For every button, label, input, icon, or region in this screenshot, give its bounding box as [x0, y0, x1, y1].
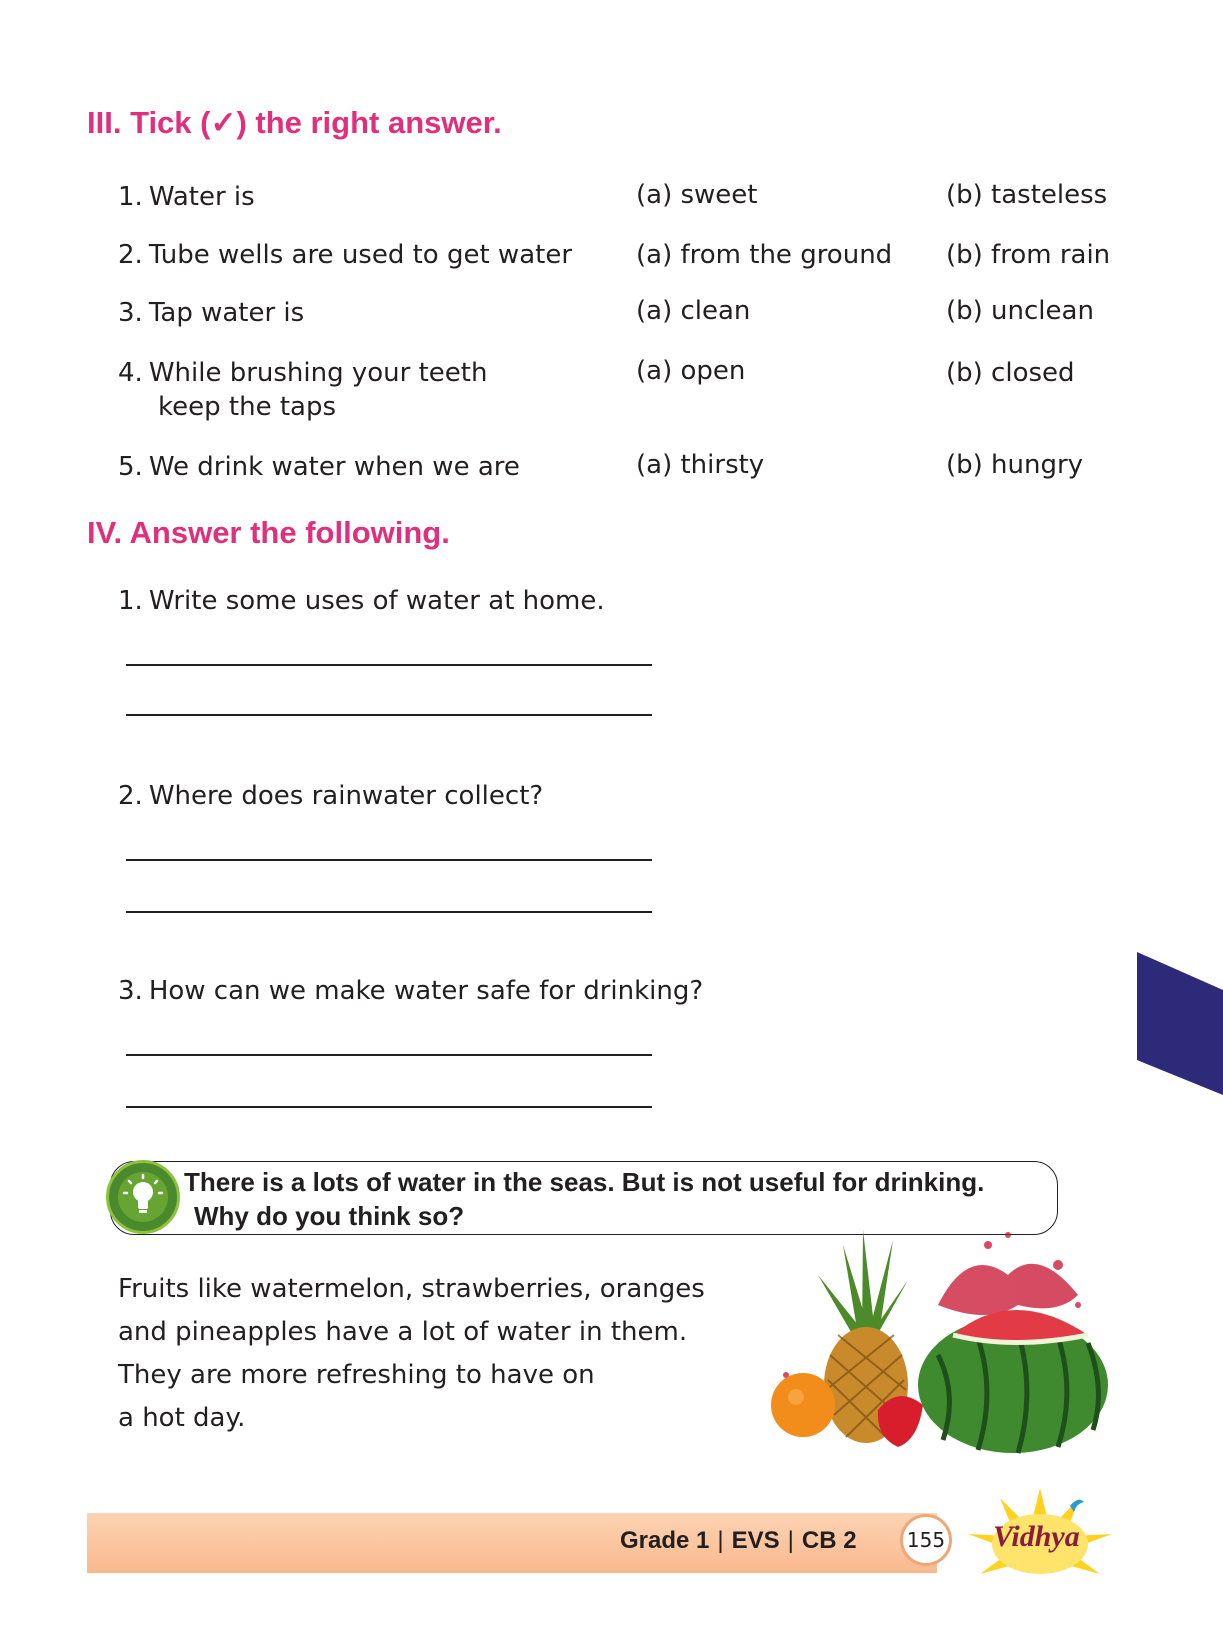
- question-text: Tube wells are used to get water: [148, 240, 573, 270]
- answer-line[interactable]: [126, 1106, 652, 1108]
- answer-line[interactable]: [126, 859, 652, 861]
- think-box-text: [184, 1165, 984, 1233]
- footer-grade: Grade 1: [620, 1527, 710, 1554]
- footer-separator: |: [717, 1527, 724, 1554]
- option-b[interactable]: (b) tasteless: [946, 180, 1108, 210]
- question-number: 2.: [118, 240, 143, 270]
- tick-question-2: [118, 238, 572, 272]
- question-number: 1.: [118, 586, 143, 616]
- question-text: We drink water when we are: [148, 452, 520, 482]
- answer-question-1: [118, 584, 605, 618]
- answer-question-2: [118, 779, 543, 813]
- fruit-paragraph: [118, 1268, 705, 1440]
- answer-line[interactable]: [126, 664, 652, 666]
- section-3-heading: III. Tick (✓) the right answer.: [87, 105, 502, 140]
- footer-book-info: [620, 1527, 857, 1555]
- question-text-continued: keep the taps: [158, 392, 337, 422]
- lightbulb-icon: [106, 1160, 180, 1234]
- paragraph-line: and pineapples have a lot of water in them.: [118, 1317, 688, 1347]
- question-text: Water is: [148, 182, 255, 212]
- question-text: Write some uses of water at home.: [148, 586, 605, 616]
- question-text: How can we make water safe for drinking?: [148, 976, 704, 1006]
- question-number: 3.: [118, 298, 143, 328]
- answer-line[interactable]: [126, 1054, 652, 1056]
- question-number: 3.: [118, 976, 143, 1006]
- question-number: 5.: [118, 452, 143, 482]
- question-text: Tap water is: [148, 298, 305, 328]
- option-b[interactable]: (b) closed: [946, 358, 1075, 388]
- question-number: 2.: [118, 781, 143, 811]
- tick-question-4: [118, 356, 487, 390]
- tick-question-1: [118, 180, 255, 214]
- paragraph-line: They are more refreshing to have on: [118, 1360, 595, 1390]
- answer-question-3: [118, 974, 703, 1008]
- question-number: 4.: [118, 358, 143, 388]
- tick-question-3: [118, 296, 304, 330]
- fruit-image: [758, 1225, 1118, 1455]
- question-number: 1.: [118, 182, 143, 212]
- paragraph-line: Fruits like watermelon, strawberries, oranges: [118, 1274, 705, 1304]
- option-a[interactable]: (a) thirsty: [636, 450, 765, 480]
- footer-separator: |: [787, 1527, 794, 1554]
- answer-line[interactable]: [126, 714, 652, 716]
- page-number: 155: [900, 1514, 952, 1566]
- think-box-line-1: There is a lots of water in the seas. But is not useful for drinking.: [184, 1167, 985, 1197]
- option-a[interactable]: (a) sweet: [636, 180, 758, 210]
- paragraph-line: a hot day.: [118, 1403, 246, 1433]
- section-4-heading: IV. Answer the following.: [87, 515, 450, 550]
- tick-question-5: [118, 450, 520, 484]
- think-box-line-2: Why do you think so?: [194, 1201, 465, 1231]
- vidhya-logo-text: Vidhya: [993, 1520, 1080, 1553]
- option-b[interactable]: (b) hungry: [946, 450, 1084, 480]
- option-b[interactable]: (b) unclean: [946, 296, 1094, 326]
- option-a[interactable]: (a) open: [636, 356, 746, 386]
- footer-subject: EVS: [731, 1527, 780, 1554]
- option-a[interactable]: (a) clean: [636, 296, 751, 326]
- option-a[interactable]: (a) from the ground: [636, 240, 893, 270]
- option-b[interactable]: (b) from rain: [946, 240, 1111, 270]
- question-text: While brushing your teeth: [148, 358, 488, 388]
- answer-line[interactable]: [126, 911, 652, 913]
- footer-book: CB 2: [801, 1527, 857, 1554]
- question-text: Where does rainwater collect?: [148, 781, 544, 811]
- chapter-side-tab: [1137, 952, 1223, 1095]
